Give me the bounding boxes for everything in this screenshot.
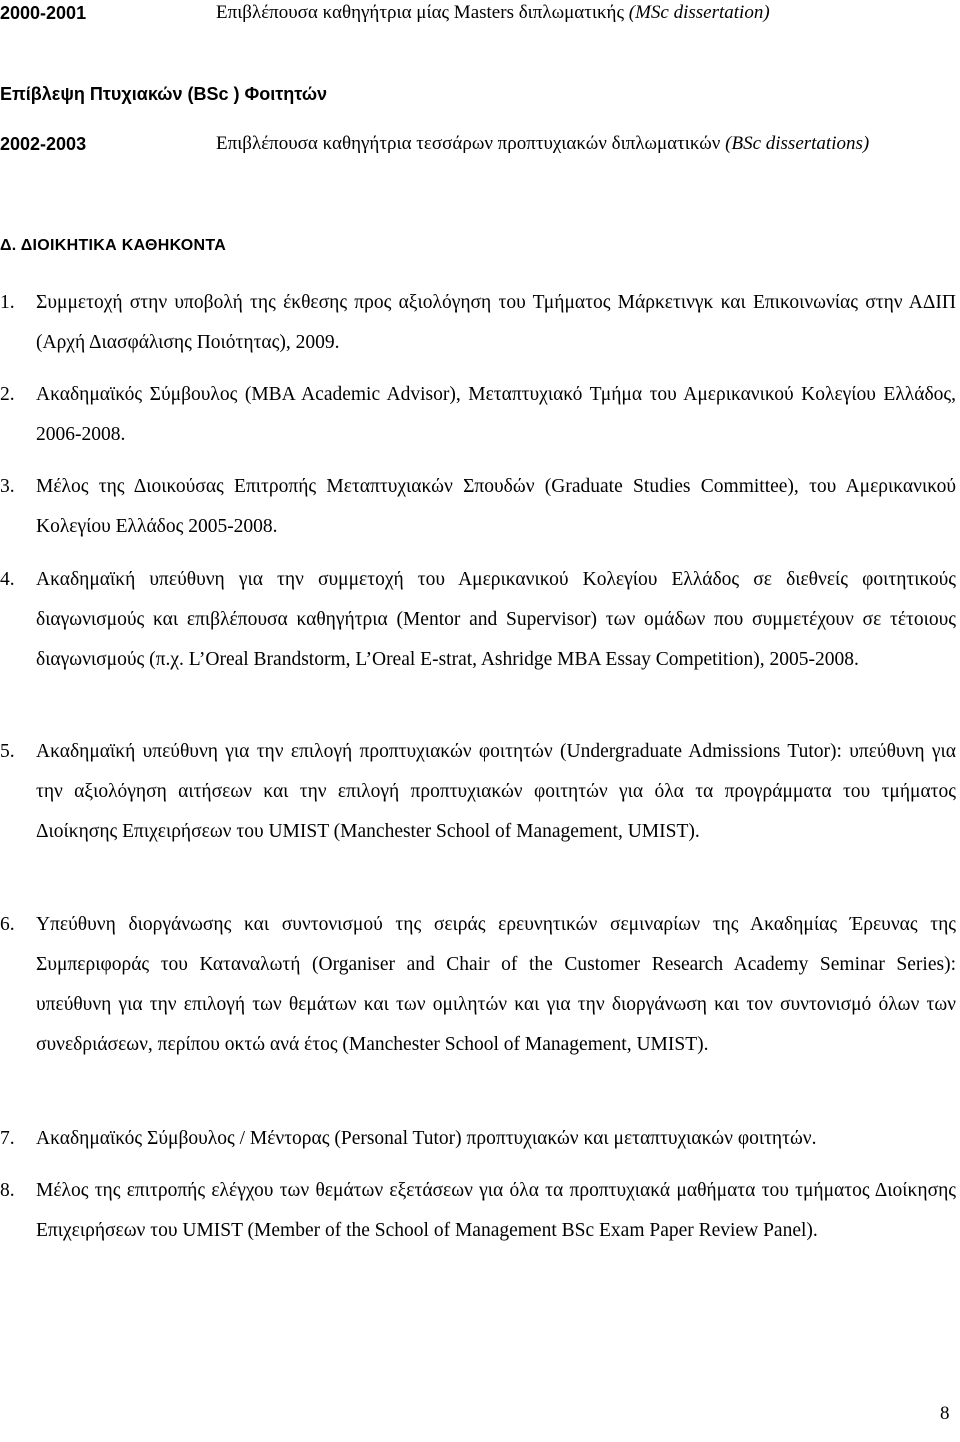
list-item	[0, 1171, 956, 1251]
item-text: Συμμετοχή στην υποβολή της έκθεσης προς αξιολόγηση του Τμήματος Μάρκετινγκ και Επικοινωνίας στην ΑΔΙΠ (Αρχή Διασφάλισης Ποιότητας), 2009.	[36, 292, 956, 353]
item-number: 4.	[0, 569, 15, 590]
item-text: Ακαδημαϊκός Σύμβουλος / Μέντορας (Personal Tutor) προπτυχιακών και μεταπτυχιακών φοιτητών.	[36, 1128, 817, 1149]
list-item	[0, 375, 956, 455]
item-number: 8.	[0, 1180, 15, 1201]
list-item	[0, 467, 956, 547]
list-item	[0, 560, 956, 680]
item-text: Μέλος της Διοικούσας Επιτροπής Μεταπτυχιακών Σπουδών (Graduate Studies Committee), του Αμερικανικού Κολεγίου Ελλάδος 2005-2008.	[36, 476, 956, 537]
item-text: Ακαδημαϊκή υπεύθυνη για την συμμετοχή του Αμερικανικού Κολεγίου Ελλάδος σε διεθνείς φοιτητικούς διαγωνισμούς και επιβλέπουσα καθηγήτρια (Mentor and Supervisor) των ομάδων που συμμετέχουν σε τέτοιους διαγωνισμούς (π.χ. L’Oreal Brandstorm, L’Oreal E-strat, Ashridge MBA Essay Competition), 2005-2008.	[36, 569, 956, 670]
page-number: 8	[940, 1403, 950, 1424]
item-text: Ακαδημαϊκός Σύμβουλος (MBA Academic Advisor), Μεταπτυχιακό Τμήμα του Αμερικανικού Κολεγίου Ελλάδος, 2006-2008.	[36, 384, 956, 445]
list-item	[0, 905, 956, 1065]
list-item	[0, 283, 956, 363]
section-title: Δ. ΔΙΟΙΚΗΤΙΚΑ ΚΑΘΗΚΟΝΤΑ	[0, 237, 227, 254]
item-text: Ακαδημαϊκή υπεύθυνη για την επιλογή προπτυχιακών φοιτητών (Undergraduate Admissions Tutor): υπεύθυνη για την αξιολόγηση αιτήσεων και την επιλογή προπτυχιακών φοιτητών για όλα τα προγράμματα του τμήματος Διοίκησης Επιχειρήσεων του UMIST (Manchester School of Management, UMIST).	[36, 741, 956, 842]
item-number: 5.	[0, 741, 15, 762]
year-label: 2000-2001	[0, 3, 87, 23]
item-number: 6.	[0, 914, 15, 935]
item-number: 3.	[0, 476, 15, 497]
bsc-supervision-heading: Επίβλεψη Πτυχιακών (BSc ) Φοιτητών	[0, 84, 328, 104]
item-number: 1.	[0, 292, 15, 313]
item-number: 7.	[0, 1128, 15, 1149]
item-number: 2.	[0, 384, 15, 405]
row-description: Επιβλέπουσα καθηγήτρια τεσσάρων προπτυχιακών διπλωματικών (BSc dissertations)	[216, 133, 870, 154]
list-item	[0, 1119, 956, 1159]
row-description: Επιβλέπουσα καθηγήτρια μίας Masters διπλωματικής (MSc dissertation)	[216, 2, 770, 23]
item-text: Μέλος της επιτροπής ελέγχου των θεμάτων εξετάσεων για όλα τα προπτυχιακά μαθήματα του τμήματος Διοίκησης Επιχειρήσεων του UMIST (Member of the School of Management BSc Exam Paper Review Panel).	[36, 1180, 956, 1241]
list-item	[0, 732, 956, 852]
year-label: 2002-2003	[0, 134, 87, 154]
item-text: Υπεύθυνη διοργάνωσης και συντονισμού της σειράς ερευνητικών σεμιναρίων της Ακαδημίας Έρευνας της Συμπεριφοράς του Καταναλωτή (Organiser and Chair of the Customer Research Academy Seminar Series): υπεύθυνη για την επιλογή των θεμάτων και των ομιλητών και για την διοργάνωση και τον συντονισμό όλων των συνεδριάσεων, περίπου οκτώ ανά έτος (Manchester School of Management, UMIST).	[36, 914, 956, 1055]
